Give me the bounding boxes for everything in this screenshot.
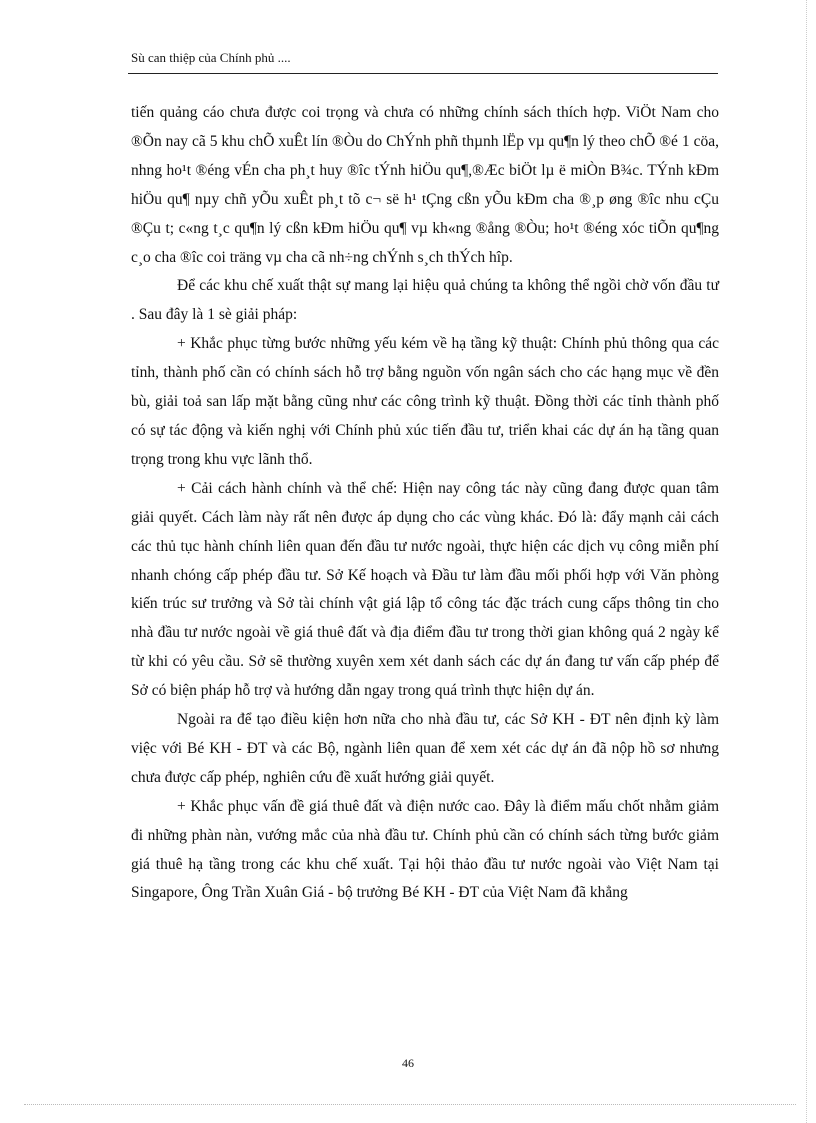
page-number: 46: [402, 1056, 414, 1070]
paragraph: + Khắc phục từng bước những yếu kém về hạ tầng kỹ thuật: Chính phủ thông qua các tỉnh, thành phố cần có chính sách hỗ trợ bằng nguồn vốn ngân sách cho các hạng mục về đền bù, giải toả san lấp mặt bằng cũng như các công trình kỹ thuật. Đồng thời các tỉnh thành phố có sự tác động và kiến nghị với Chính phủ xúc tiến đầu tư, triển khai các dự án hạ tầng quan trọng trong khu vực lãnh thổ.: [131, 335, 719, 468]
paragraph: tiến quảng cáo chưa được coi trọng và chưa có những chính sách thích hợp. ViÖt Nam cho ®Õn nay cã 5 khu chÕ xuÊt lín ®Òu do ChÝnh phñ thµnh lËp vµ qu¶n lý theo chÕ ®é 1 cöa, nhng ho¹t ®éng vÉn cha ph¸t huy ®îc tÝnh hiÖu qu¶,®Æc biÖt lµ ë miÒn B¾c. TÝnh kÐm hiÖu qu¶ nµy chñ yÕu xuÊt ph¸t tõ c¬ së h¹ tÇng cßn yÕu kÐm cha ®¸p øng ®îc nhu cÇu ®Çu t; c«ng t¸c qu¶n lý cßn kÐm hiÖu qu¶ vµ kh«ng ®ång ®Òu; ho¹t ®éng xóc tiÕn qu¶ng c¸o cha ®îc coi träng vµ cha cã nh÷ng chÝnh s¸ch thÝch hîp.: [131, 104, 719, 266]
paragraph: Ngoài ra để tạo điều kiện hơn nữa cho nhà đầu tư, các Sở KH - ĐT nên định kỳ làm việc với Bé KH - ĐT và các Bộ, ngành liên quan để xem xét các dự án đã nộp hồ sơ nhưng chưa được cấp phép, nghiên cứu đề xuất hướng giải quyết.: [131, 711, 719, 786]
body-text: [131, 99, 719, 908]
paragraph: + Khắc phục vấn đề giá thuê đất và điện nước cao. Đây là điểm mấu chốt nhằm giảm đi những phàn nàn, vướng mắc của nhà đầu tư. Chính phủ cần có chính sách từng bước giảm giá thuê hạ tầng trong các khu chế xuất. Tại hội thảo đầu tư nước ngoài vào Việt Nam tại Singapore, Ông Trần Xuân Giá - bộ trưởng Bé KH - ĐT của Việt Nam đã khẳng: [131, 797, 719, 902]
header-rule: [128, 73, 718, 74]
paragraph: Để các khu chế xuất thật sự mang lại hiệu quả chúng ta không thể ngồi chờ vốn đầu tư . Sau đây là 1 sè giải pháp:: [131, 277, 719, 324]
paragraph: + Cải cách hành chính và thể chế: Hiện nay công tác này cũng đang được quan tâm giải quyết. Cách làm này rất nên được áp dụng cho các vùng khác. Đó là: đẩy mạnh cải cách các thủ tục hành chính liên quan đến đầu tư nước ngoài, thực hiện các dịch vụ công miễn phí nhanh chóng cấp phép đầu tư. Sở Kế hoạch và Đầu tư làm đầu mối phối hợp với Văn phòng kiến trúc sư trưởng và Sở tài chính vật giá lập tổ công tác đặc trách cung cấps thông tin cho nhà đầu tư nước ngoài về giá thuê đất và địa điểm đầu tư trong thời gian không quá 2 ngày kể từ khi có yêu cầu. Sở sẽ thường xuyên xem xét danh sách các dự án đang tư vấn cấp phép để Sở có biện pháp hỗ trợ và hướng dẫn ngay trong quá trình thực hiện dự án.: [131, 479, 719, 700]
page-edge-guide: [806, 0, 807, 1123]
running-header: Sù can thiệp của Chính phủ ....: [131, 50, 291, 65]
footer-rule: [24, 1104, 796, 1105]
